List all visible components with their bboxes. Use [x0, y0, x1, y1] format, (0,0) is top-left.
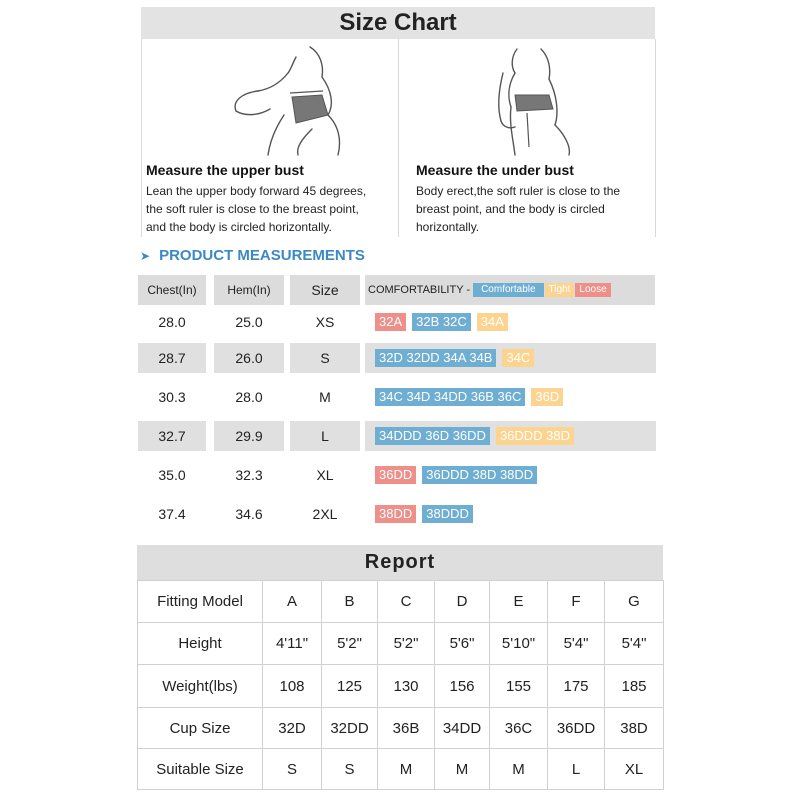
report-cell: A [263, 581, 322, 623]
report-cell: 5'2" [378, 623, 435, 665]
legend-tight: Tight [545, 283, 575, 297]
fit-tags [375, 460, 537, 490]
upper-bust-panel [141, 39, 399, 237]
fit-tag: 36DDD 38D [496, 427, 574, 445]
fit-tags [375, 499, 473, 529]
report-cell: M [435, 749, 490, 790]
chest-cell: 28.7 [158, 350, 186, 366]
fit-tags [375, 382, 563, 412]
size-chart-title: Size Chart [141, 7, 655, 39]
chevron-right-icon: ➤ [140, 248, 151, 263]
hem-cell: 28.0 [235, 389, 263, 405]
report-cell: 32D [263, 708, 322, 749]
report-row [138, 623, 664, 665]
report-row [138, 749, 664, 790]
report-row [138, 665, 664, 708]
measurement-row [138, 499, 656, 529]
size-cell: L [321, 428, 329, 444]
report-cell: 36C [490, 708, 548, 749]
report-cell: L [548, 749, 605, 790]
report-cell: S [322, 749, 378, 790]
report-cell: 5'6" [435, 623, 490, 665]
chest-cell: 28.0 [158, 314, 186, 330]
report-cell: 5'10" [490, 623, 548, 665]
report-cell: 5'2" [322, 623, 378, 665]
under-bust-description: Body erect,the soft ruler is close to the breast point, and the body is circled horizontally. [416, 184, 621, 234]
report-cell: 36DD [548, 708, 605, 749]
hem-header: Hem(In) [214, 275, 284, 305]
measurement-row [138, 343, 656, 373]
report-cell: 108 [263, 665, 322, 708]
report-row-header: Suitable Size [138, 749, 263, 790]
report-cell: M [378, 749, 435, 790]
fit-tags [375, 421, 574, 451]
fit-tag: 36DD [375, 466, 416, 484]
measurement-row [138, 382, 656, 412]
report-cell: B [322, 581, 378, 623]
upper-bust-illustration [192, 43, 382, 158]
report-cell: C [378, 581, 435, 623]
fit-tags [375, 307, 508, 337]
fit-tag: 34A [477, 313, 508, 331]
report-cell: 38D [605, 708, 664, 749]
report-cell: G [605, 581, 664, 623]
report-cell: XL [605, 749, 664, 790]
fit-tag: 36D [531, 388, 563, 406]
comfortability-label: COMFORTABILITY - [368, 284, 471, 296]
report-row [138, 581, 664, 623]
fit-tags [375, 343, 534, 373]
report-cell: 32DD [322, 708, 378, 749]
fit-tag: 36DDD 38D 38DD [422, 466, 537, 484]
comfortability-legend [365, 275, 655, 305]
report-cell: 175 [548, 665, 605, 708]
measurement-row [138, 460, 656, 490]
upper-bust-title: Measure the upper bust [146, 162, 304, 178]
report-cell: F [548, 581, 605, 623]
fit-tag: 32D 32DD 34A 34B [375, 349, 496, 367]
product-measurements-label: PRODUCT MEASUREMENTS [159, 247, 365, 264]
report-row-header: Cup Size [138, 708, 263, 749]
report-cell: 34DD [435, 708, 490, 749]
chest-cell: 30.3 [158, 389, 186, 405]
upper-bust-description: Lean the upper body forward 45 degrees, the soft ruler is close to the breast point, and the body is circled horizontally. [146, 184, 367, 234]
measurement-row [138, 421, 656, 451]
legend-loose: Loose [575, 283, 610, 297]
report-cell: 5'4" [548, 623, 605, 665]
chest-header: Chest(In) [138, 275, 206, 305]
hem-cell: 26.0 [235, 350, 263, 366]
hem-cell: 34.6 [235, 506, 263, 522]
hem-cell: 29.9 [235, 428, 263, 444]
fit-tag: 34C [502, 349, 534, 367]
fit-tag: 38DD [375, 505, 416, 523]
report-cell: 36B [378, 708, 435, 749]
report-cell: D [435, 581, 490, 623]
fit-tag: 32A [375, 313, 406, 331]
chest-cell: 37.4 [158, 506, 186, 522]
report-cell: 5'4" [605, 623, 664, 665]
report-cell: E [490, 581, 548, 623]
report-row-header: Height [138, 623, 263, 665]
report-table [137, 580, 664, 790]
hem-cell: 25.0 [235, 314, 263, 330]
size-cell: M [319, 389, 331, 405]
report-cell: S [263, 749, 322, 790]
fit-tag: 38DDD [422, 505, 473, 523]
chest-cell: 32.7 [158, 428, 186, 444]
under-bust-illustration [439, 43, 629, 158]
chest-cell: 35.0 [158, 467, 186, 483]
legend-comfortable: Comfortable [473, 283, 543, 297]
size-cell: S [320, 350, 330, 366]
fit-tag: 34DDD 36D 36DD [375, 427, 490, 445]
product-measurements-heading [140, 247, 365, 264]
report-cell: 155 [490, 665, 548, 708]
report-row-header: Weight(lbs) [138, 665, 263, 708]
report-cell: 4'11" [263, 623, 322, 665]
report-cell: 156 [435, 665, 490, 708]
under-bust-panel [398, 39, 656, 237]
size-cell: XS [315, 314, 335, 330]
report-cell: 185 [605, 665, 664, 708]
report-cell: M [490, 749, 548, 790]
fit-tag: 34C 34D 34DD 36B 36C [375, 388, 525, 406]
size-header: Size [290, 275, 360, 305]
report-title: Report [137, 545, 663, 580]
size-cell: XL [316, 467, 334, 483]
fit-tag: 32B 32C [412, 313, 471, 331]
hem-cell: 32.3 [235, 467, 263, 483]
report-cell: 125 [322, 665, 378, 708]
report-row [138, 708, 664, 749]
size-cell: 2XL [312, 506, 338, 522]
under-bust-title: Measure the under bust [416, 162, 574, 178]
measurement-row [138, 307, 656, 337]
report-cell: 130 [378, 665, 435, 708]
report-row-header: Fitting Model [138, 581, 263, 623]
